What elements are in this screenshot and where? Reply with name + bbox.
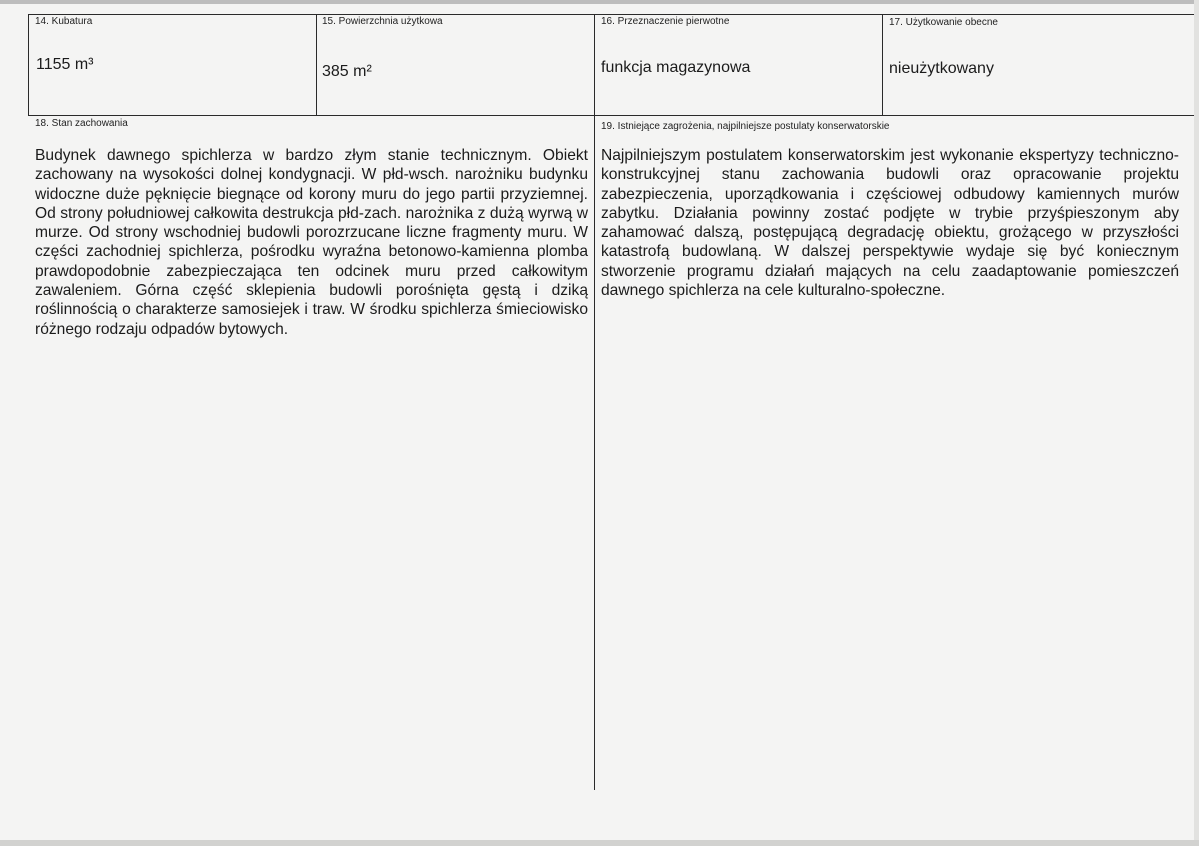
- field-usable-area-label: 15. Powierzchnia użytkowa: [322, 16, 443, 27]
- column-divider-2: [594, 14, 595, 790]
- scan-right-edge: [1194, 0, 1199, 846]
- scan-bottom-edge: [0, 840, 1199, 846]
- top-border: [28, 14, 1194, 15]
- field-cubature-label: 14. Kubatura: [35, 16, 93, 27]
- left-border: [28, 14, 29, 116]
- state-of-preservation-paragraph: Budynek dawnego spichlerza w bardzo złym stanie technicznym. Obiekt zachowany na wysokości dolnej kondygnacji. W płd-wsch. narożniku budynku widoczne duże pęknięcie biegnące od korony muru do jego partii przyziemnej. Od strony południowej całkowita destrukcja płd-zach. narożnika z dużą wyrwą w murze. Od strony wschodniej budowli porozrzucane liczne fragmenty muru. W części zachodniej spichlerza, pośrodku wyraźna betonowo-kamienna plomba prawdopodobnie zabezpieczająca ten odcinek muru przed całkowitym zawaleniem. Górna część sklepienia budowli porośnięta gęstą i dziką roślinnością o charakterze samosiejek i traw. W środku spichlerza śmieciowisko różnego rodzaju odpadów bytowych.: [35, 147, 588, 338]
- field-cubature-value: 1155 m³: [36, 56, 94, 73]
- row-divider: [28, 115, 1194, 116]
- column-divider-1: [316, 14, 317, 116]
- field-original-purpose-value: funkcja magazynowa: [601, 59, 751, 76]
- state-of-preservation-text: [35, 146, 588, 339]
- field-usable-area-value: 385 m²: [322, 63, 372, 80]
- field-current-use-label: 17. Użytkowanie obecne: [889, 17, 998, 28]
- column-divider-3: [882, 14, 883, 116]
- field-original-purpose-label: 16. Przeznaczenie pierwotne: [601, 16, 730, 27]
- threats-paragraph: Najpilniejszym postulatem konserwatorskim jest wykonanie ekspertyzy techniczno-konstrukcyjnej stanu zachowania budowli oraz opracowanie projektu zabezpieczenia, uporządkowania i częściowej odbudowy kamiennych murów zabytku. Działania powinny zostać podjęte w trybie przyśpieszonym aby zahamować dalszą, postępującą degradację obiektu, grożącego w przyszłości katastrofą budowlaną. W dalszej perspektywie wydaje się być koniecznym stworzenie programu działań mających na celu zaadaptowanie pomieszczeń dawnego spichlerza na cele kulturalno-społeczne.: [601, 147, 1179, 300]
- threats-text: [601, 146, 1179, 300]
- scan-top-edge: [0, 0, 1199, 4]
- threats-label: 19. Istniejące zagrożenia, najpilniejsze postulaty konserwatorskie: [601, 121, 890, 132]
- field-current-use-value: nieużytkowany: [889, 60, 994, 77]
- state-of-preservation-label: 18. Stan zachowania: [35, 118, 128, 129]
